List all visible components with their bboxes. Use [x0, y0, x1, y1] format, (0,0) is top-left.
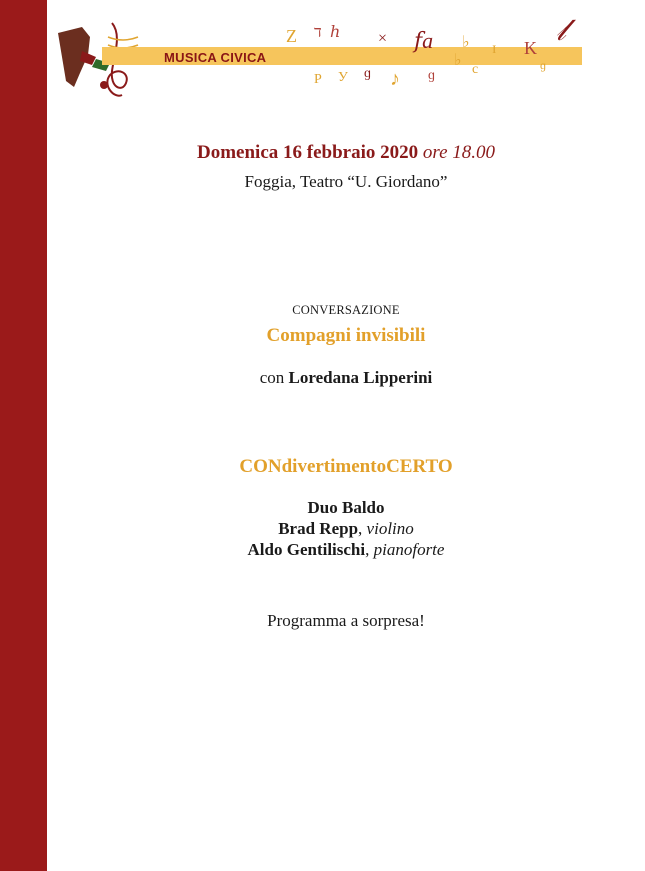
header-banner — [52, 10, 592, 110]
ensemble-name: Duo Baldo — [307, 498, 385, 517]
decor-glyph: × — [378, 30, 388, 47]
decor-glyph: 𝑓a — [414, 28, 434, 53]
decor-glyph: ♪ — [390, 68, 400, 90]
brand-name: MUSICA CIVICA — [164, 50, 267, 65]
decor-glyph: K — [524, 38, 537, 58]
decor-glyph: У — [338, 70, 348, 85]
performer-name: Brad Repp — [278, 519, 359, 538]
decor-glyph: c — [472, 62, 479, 77]
decor-glyph: P — [314, 72, 322, 87]
singer-treble-clef-icon — [52, 15, 152, 115]
talk-title: Compagni invisibili — [266, 325, 426, 346]
decor-glyph: Z — [286, 26, 297, 46]
performer-instrument: pianoforte — [373, 540, 445, 559]
performer-row: Aldo Gentilischi, pianoforte — [247, 540, 445, 559]
decor-glyph: ɡ — [540, 58, 546, 72]
performer-name: Aldo Gentilischi — [247, 540, 366, 559]
left-sidebar-band — [0, 0, 47, 871]
decor-glyph: ɪ — [492, 40, 497, 57]
event-time: ore 18.00 — [422, 142, 495, 163]
event-date: Domenica 16 febbraio 2020 — [197, 142, 419, 163]
talk-guest-prefix: con — [259, 368, 285, 387]
talk-guest-name: Loredana Lipperini — [288, 368, 433, 387]
decor-glyph: ɡ — [428, 68, 435, 83]
talk-guest-line — [47, 368, 645, 388]
program-note: Programma a sorpresa! — [267, 611, 425, 630]
decor-glyph: 𝓁 — [556, 14, 566, 47]
decor-glyph: ♭ — [462, 34, 470, 51]
decor-glyph: ♭ — [454, 52, 462, 69]
talk-label: CONVERSAZIONE — [292, 303, 400, 317]
event-venue: Foggia, Teatro “U. Giordano” — [244, 172, 448, 191]
concert-title: CONdivertimentoCERTO — [239, 456, 453, 477]
performer-row: Brad Repp, violino — [278, 519, 414, 538]
performers-block — [47, 497, 645, 560]
event-date-line — [47, 142, 645, 164]
decor-glyph: ℎ — [330, 24, 341, 41]
decor-glyph: ɡ — [364, 66, 371, 81]
performer-instrument: violino — [366, 519, 414, 538]
decor-glyph: ד — [314, 24, 322, 41]
